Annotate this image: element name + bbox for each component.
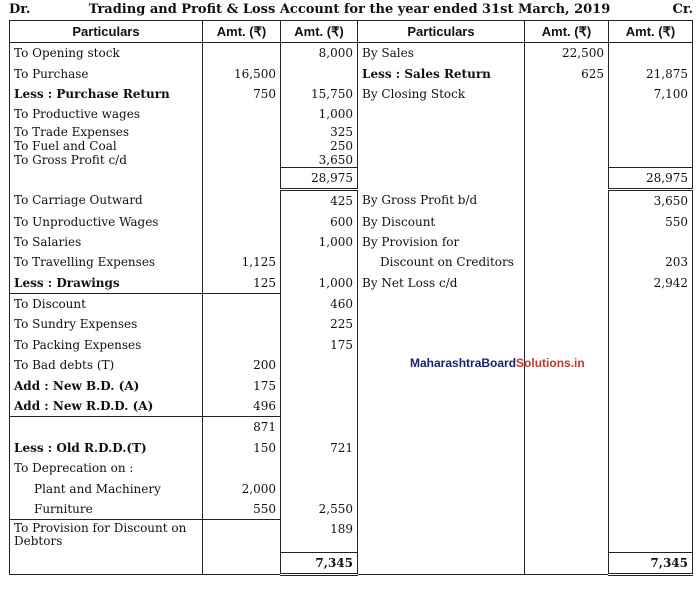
table-row bbox=[10, 335, 693, 355]
table-row bbox=[10, 314, 693, 334]
credit-total bbox=[609, 375, 693, 395]
table-row bbox=[10, 189, 693, 211]
credit-amount bbox=[525, 273, 609, 294]
debit-total: 8,000 bbox=[281, 43, 358, 64]
debit-total: 1,000 bbox=[281, 104, 358, 124]
table-row bbox=[10, 396, 693, 417]
credit-amount bbox=[525, 104, 609, 124]
credit-particular: By Sales bbox=[358, 43, 525, 64]
table-row bbox=[10, 125, 693, 139]
credit-particular: By Net Loss c/d bbox=[358, 273, 525, 294]
debit-amount bbox=[203, 520, 281, 553]
debit-amount bbox=[203, 314, 281, 334]
account-table bbox=[9, 20, 693, 576]
credit-total bbox=[609, 458, 693, 478]
credit-amount bbox=[525, 139, 609, 153]
debit-particular bbox=[10, 552, 203, 574]
debit-particular: To Purchase bbox=[10, 63, 203, 83]
credit-total bbox=[609, 314, 693, 334]
debit-particular: To Sundry Expenses bbox=[10, 314, 203, 334]
debit-amount: 16,500 bbox=[203, 63, 281, 83]
debit-total bbox=[281, 478, 358, 498]
credit-amount bbox=[525, 211, 609, 231]
credit-total-header: Amt. (₹) bbox=[609, 21, 693, 43]
debit-amount bbox=[203, 232, 281, 252]
credit-amount bbox=[525, 499, 609, 520]
table-row bbox=[10, 153, 693, 168]
debit-amount bbox=[203, 552, 281, 574]
credit-particular bbox=[358, 293, 525, 314]
debit-amount bbox=[203, 167, 281, 189]
credit-total: 21,875 bbox=[609, 63, 693, 83]
header-row bbox=[10, 21, 693, 43]
credit-amount bbox=[525, 458, 609, 478]
credit-total: 203 bbox=[609, 252, 693, 272]
credit-total bbox=[609, 417, 693, 438]
debit-particular: Less : Old R.D.D.(T) bbox=[10, 438, 203, 458]
total-row bbox=[10, 167, 693, 189]
debit-amount bbox=[203, 211, 281, 231]
credit-amount bbox=[525, 520, 609, 553]
credit-amount bbox=[525, 335, 609, 355]
table-row bbox=[10, 375, 693, 395]
credit-particular bbox=[358, 104, 525, 124]
debit-amount: 496 bbox=[203, 396, 281, 417]
debit-particular bbox=[10, 417, 203, 438]
credit-particular bbox=[358, 396, 525, 417]
credit-total bbox=[609, 153, 693, 168]
subtotal-row bbox=[10, 417, 693, 438]
credit-particular: By Closing Stock bbox=[358, 84, 525, 104]
table-row bbox=[10, 438, 693, 458]
table-row bbox=[10, 232, 693, 252]
credit-amount: 22,500 bbox=[525, 43, 609, 64]
debit-particular: To Fuel and Coal bbox=[10, 139, 203, 153]
credit-particulars-header: Particulars bbox=[358, 21, 525, 43]
table-row bbox=[10, 84, 693, 104]
debit-amount: 175 bbox=[203, 375, 281, 395]
total-row bbox=[10, 552, 693, 574]
credit-particular bbox=[358, 153, 525, 168]
credit-total: 7,100 bbox=[609, 84, 693, 104]
credit-total bbox=[609, 232, 693, 252]
debit-total bbox=[281, 252, 358, 272]
credit-total: 2,942 bbox=[609, 273, 693, 294]
debit-particular: To Unproductive Wages bbox=[10, 211, 203, 231]
table-row bbox=[10, 355, 693, 375]
debit-particular: To Carriage Outward bbox=[10, 189, 203, 211]
debit-particular: To Productive wages bbox=[10, 104, 203, 124]
debit-particular: To Deprecation on : bbox=[10, 458, 203, 478]
credit-amount bbox=[525, 232, 609, 252]
credit-total bbox=[609, 139, 693, 153]
credit-particular bbox=[358, 125, 525, 139]
credit-particular bbox=[358, 520, 525, 553]
credit-total bbox=[609, 335, 693, 355]
debit-particular: Less : Purchase Return bbox=[10, 84, 203, 104]
credit-particular: By Gross Profit b/d bbox=[358, 189, 525, 211]
debit-total: 721 bbox=[281, 438, 358, 458]
credit-particular bbox=[358, 499, 525, 520]
credit-total: 550 bbox=[609, 211, 693, 231]
credit-total: 3,650 bbox=[609, 189, 693, 211]
table-row bbox=[10, 273, 693, 294]
debit-amount: 550 bbox=[203, 499, 281, 520]
watermark bbox=[410, 356, 585, 370]
table-row bbox=[10, 252, 693, 272]
debit-particular: To Opening stock bbox=[10, 43, 203, 64]
credit-particular bbox=[358, 335, 525, 355]
debit-total: 600 bbox=[281, 211, 358, 231]
credit-amount bbox=[525, 417, 609, 438]
debit-total: 425 bbox=[281, 189, 358, 211]
credit-amount bbox=[525, 153, 609, 168]
debit-particular: To Gross Profit c/d bbox=[10, 153, 203, 168]
pl-debit-total: 7,345 bbox=[281, 552, 358, 574]
credit-total bbox=[609, 293, 693, 314]
credit-amount: 625 bbox=[525, 63, 609, 83]
debit-total bbox=[281, 63, 358, 83]
debit-particular: Add : New R.D.D. (A) bbox=[10, 396, 203, 417]
credit-total bbox=[609, 104, 693, 124]
credit-amount bbox=[525, 396, 609, 417]
watermark-main: MaharashtraBoard bbox=[410, 356, 517, 370]
credit-total bbox=[609, 125, 693, 139]
debit-label: Dr. bbox=[9, 2, 31, 17]
table-row bbox=[10, 478, 693, 498]
debit-total: 1,000 bbox=[281, 232, 358, 252]
trading-credit-total: 28,975 bbox=[609, 167, 693, 189]
debit-amount bbox=[203, 125, 281, 139]
debit-amount bbox=[203, 104, 281, 124]
debit-total bbox=[281, 375, 358, 395]
credit-particular bbox=[358, 438, 525, 458]
debit-amount bbox=[203, 43, 281, 64]
debit-total: 175 bbox=[281, 335, 358, 355]
credit-particular bbox=[358, 139, 525, 153]
credit-total bbox=[609, 478, 693, 498]
trading-debit-total: 28,975 bbox=[281, 167, 358, 189]
debit-particulars-header: Particulars bbox=[10, 21, 203, 43]
credit-amount bbox=[525, 189, 609, 211]
credit-particular bbox=[358, 375, 525, 395]
credit-amount-header: Amt. (₹) bbox=[525, 21, 609, 43]
debit-particular: To Trade Expenses bbox=[10, 125, 203, 139]
credit-amount bbox=[525, 375, 609, 395]
debit-particular bbox=[10, 167, 203, 189]
debit-amount: 750 bbox=[203, 84, 281, 104]
credit-label: Cr. bbox=[672, 2, 693, 17]
debit-amount: 200 bbox=[203, 355, 281, 375]
pl-credit-total: 7,345 bbox=[609, 552, 693, 574]
debit-total: 189 bbox=[281, 520, 358, 553]
debit-particular: Furniture bbox=[10, 499, 203, 520]
statement-title: Trading and Profit & Loss Account for the year ended 31st March, 2019 bbox=[88, 2, 611, 17]
debit-amount bbox=[203, 293, 281, 314]
table-row bbox=[10, 520, 693, 553]
credit-particular: By Discount bbox=[358, 211, 525, 231]
credit-amount bbox=[525, 125, 609, 139]
credit-amount bbox=[525, 293, 609, 314]
debit-particular: To Travelling Expenses bbox=[10, 252, 203, 272]
credit-amount bbox=[525, 478, 609, 498]
debit-amount bbox=[203, 335, 281, 355]
debit-amount bbox=[203, 458, 281, 478]
credit-amount bbox=[525, 84, 609, 104]
table-row bbox=[10, 499, 693, 520]
credit-total bbox=[609, 438, 693, 458]
credit-particular bbox=[358, 552, 525, 574]
table-row bbox=[10, 211, 693, 231]
credit-particular: By Provision for bbox=[358, 232, 525, 252]
debit-total bbox=[281, 458, 358, 478]
table-row bbox=[10, 139, 693, 153]
debit-particular: To Discount bbox=[10, 293, 203, 314]
debit-total bbox=[281, 355, 358, 375]
debit-particular: Plant and Machinery bbox=[10, 478, 203, 498]
credit-amount bbox=[525, 167, 609, 189]
debit-particular: Add : New B.D. (A) bbox=[10, 375, 203, 395]
debit-total bbox=[281, 417, 358, 438]
credit-amount bbox=[525, 252, 609, 272]
table-row bbox=[10, 458, 693, 478]
table-row bbox=[10, 104, 693, 124]
credit-particular bbox=[358, 167, 525, 189]
credit-particular bbox=[358, 478, 525, 498]
debit-total: 250 bbox=[281, 139, 358, 153]
credit-particular bbox=[358, 417, 525, 438]
debit-amount bbox=[203, 139, 281, 153]
credit-total bbox=[609, 520, 693, 553]
debit-total: 3,650 bbox=[281, 153, 358, 168]
debit-total: 1,000 bbox=[281, 273, 358, 294]
table-row bbox=[10, 293, 693, 314]
debit-amount-header: Amt. (₹) bbox=[203, 21, 281, 43]
debit-particular: To Packing Expenses bbox=[10, 335, 203, 355]
credit-amount bbox=[525, 314, 609, 334]
table-row bbox=[10, 63, 693, 83]
debit-total: 460 bbox=[281, 293, 358, 314]
debit-particular: To Salaries bbox=[10, 232, 203, 252]
credit-total bbox=[609, 396, 693, 417]
debit-particular: To Bad debts (T) bbox=[10, 355, 203, 375]
credit-total bbox=[609, 43, 693, 64]
debit-particular: Less : Drawings bbox=[10, 273, 203, 294]
credit-total bbox=[609, 355, 693, 375]
statement-header bbox=[0, 0, 699, 20]
debit-total: 15,750 bbox=[281, 84, 358, 104]
debit-total: 325 bbox=[281, 125, 358, 139]
credit-particular: Less : Sales Return bbox=[358, 63, 525, 83]
debit-total: 225 bbox=[281, 314, 358, 334]
credit-total bbox=[609, 499, 693, 520]
debit-total: 2,550 bbox=[281, 499, 358, 520]
debit-amount: 2,000 bbox=[203, 478, 281, 498]
debit-particular: To Provision for Discount on Debtors bbox=[10, 520, 203, 553]
table-row bbox=[10, 43, 693, 64]
debit-total bbox=[281, 396, 358, 417]
credit-particular: Discount on Creditors bbox=[358, 252, 525, 272]
debit-total-header: Amt. (₹) bbox=[281, 21, 358, 43]
credit-particular bbox=[358, 314, 525, 334]
debit-amount: 871 bbox=[203, 417, 281, 438]
credit-amount bbox=[525, 438, 609, 458]
credit-particular bbox=[358, 458, 525, 478]
credit-amount bbox=[525, 552, 609, 574]
debit-amount: 125 bbox=[203, 273, 281, 294]
debit-amount: 1,125 bbox=[203, 252, 281, 272]
debit-amount bbox=[203, 153, 281, 168]
debit-amount: 150 bbox=[203, 438, 281, 458]
watermark-tail: Solutions.in bbox=[516, 356, 585, 370]
debit-amount bbox=[203, 189, 281, 211]
